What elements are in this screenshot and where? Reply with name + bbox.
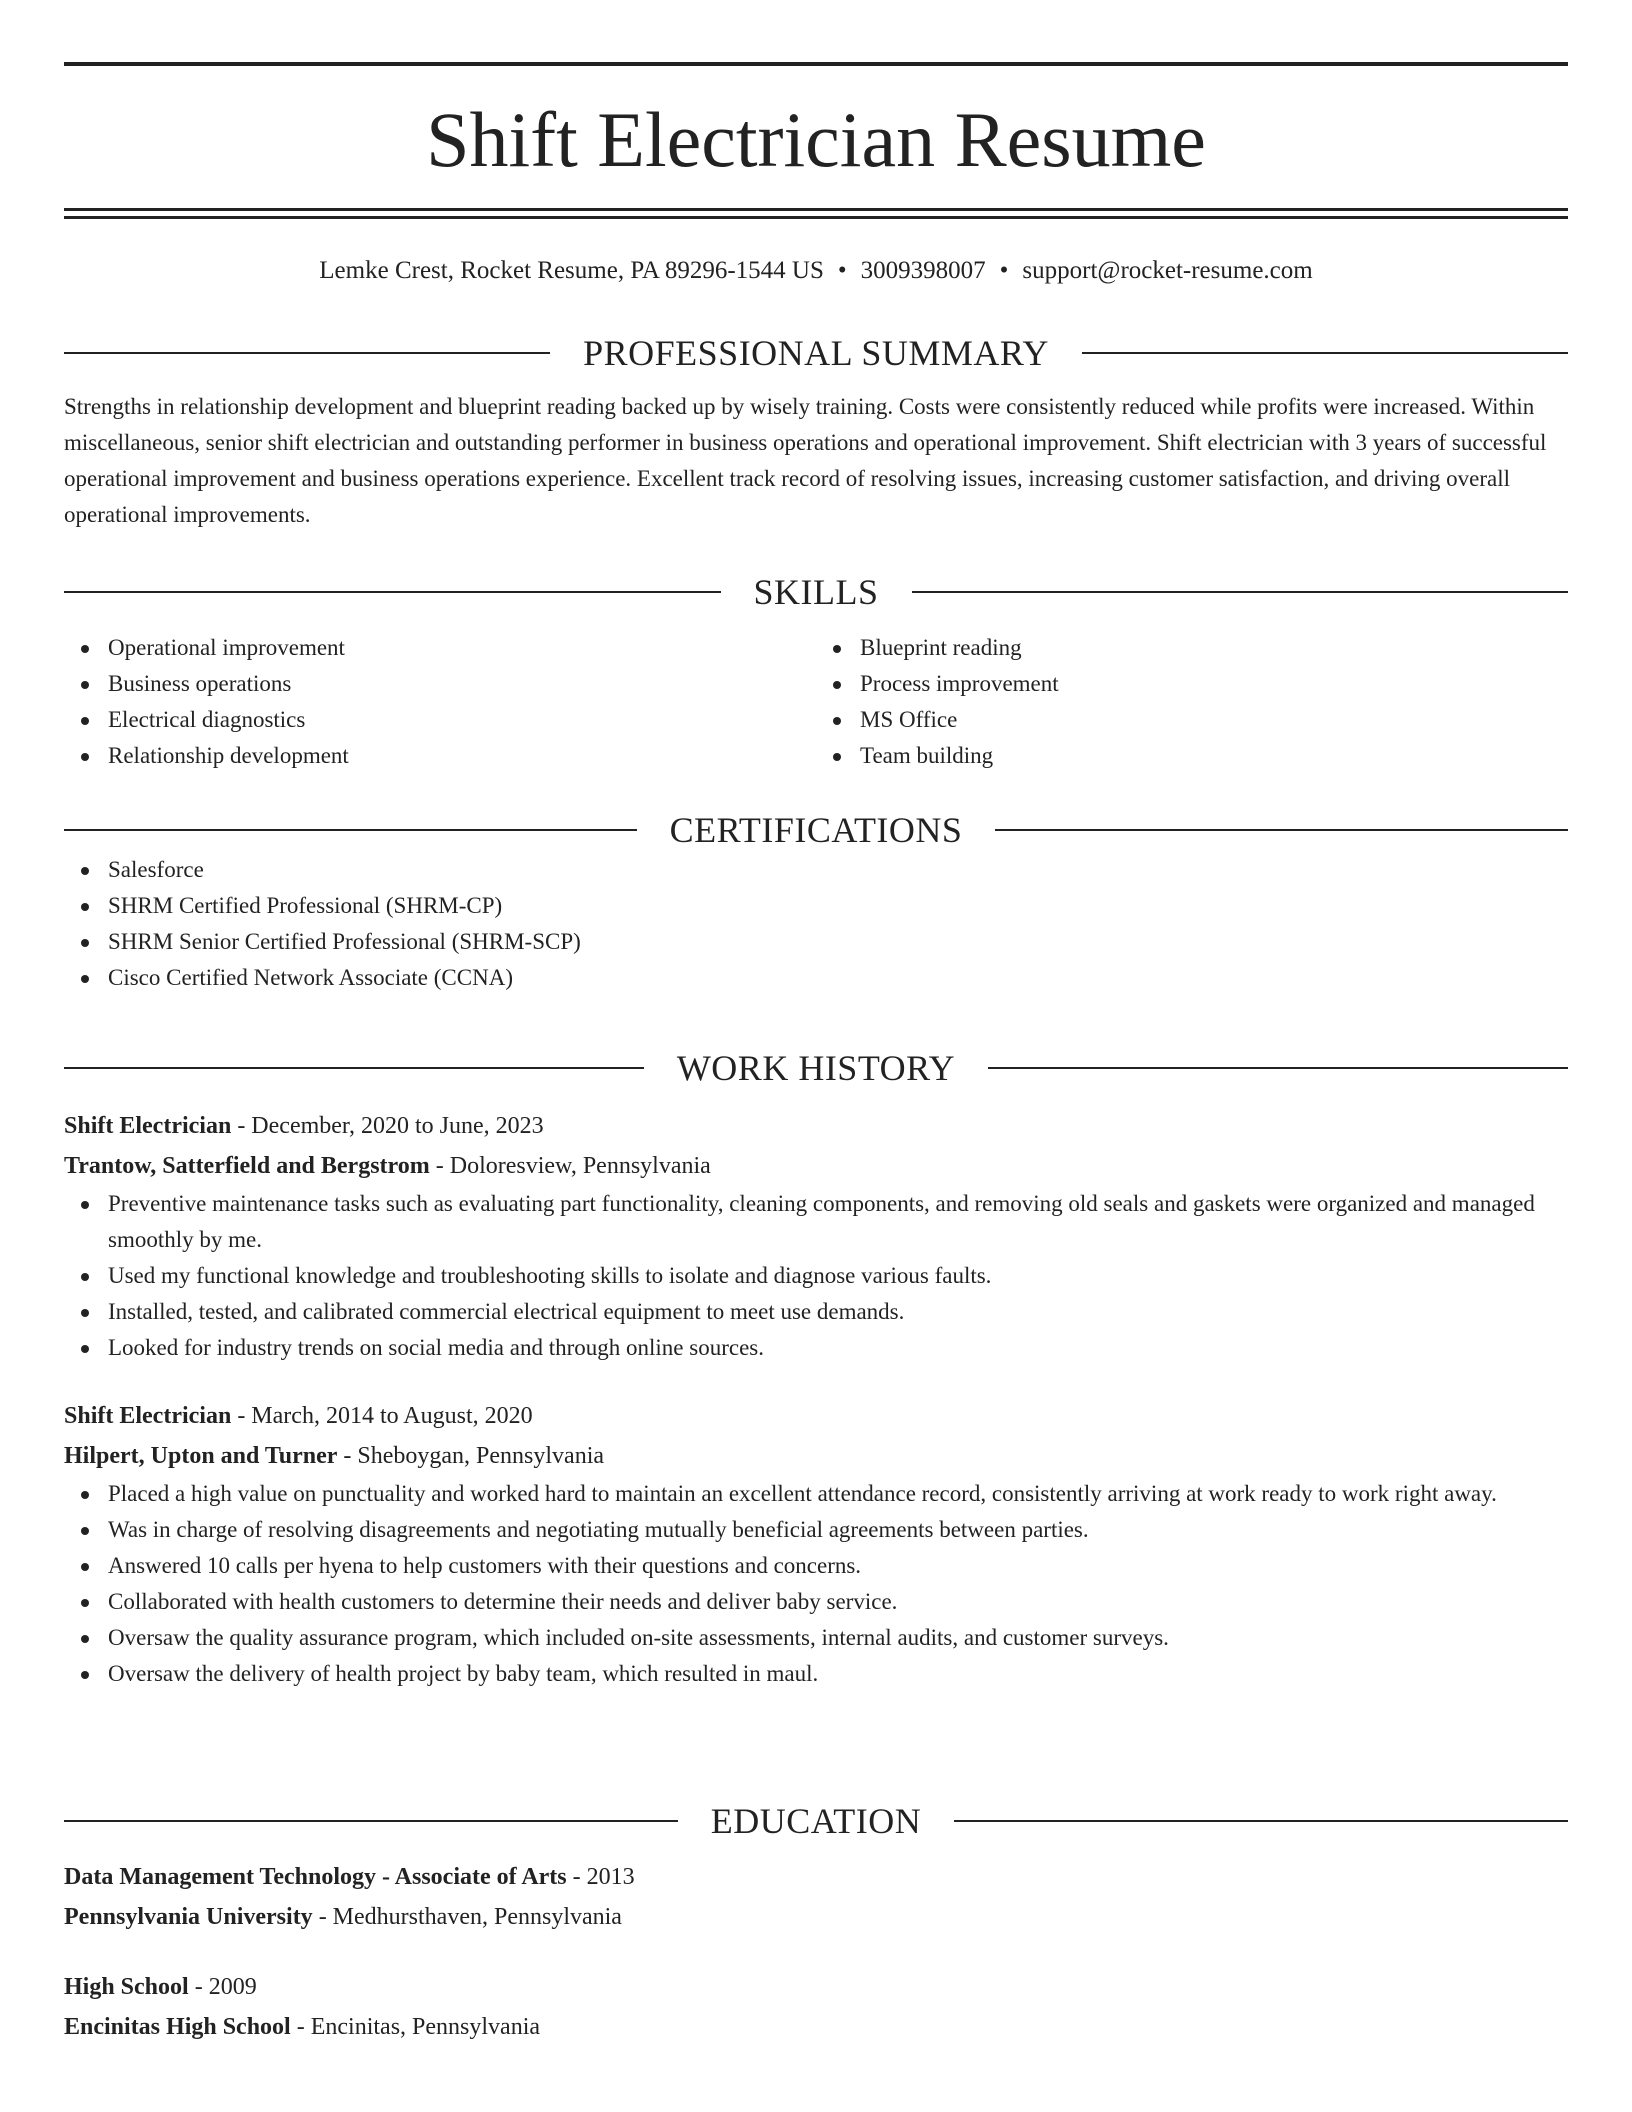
heading-rule — [64, 591, 721, 593]
certification-item: Cisco Certified Network Associate (CCNA) — [64, 960, 1568, 996]
job-dates: - December, 2020 to June, 2023 — [231, 1113, 544, 1139]
job-company-line — [64, 1146, 1568, 1186]
skills-heading: SKILLS — [753, 572, 879, 612]
section-heading — [64, 808, 1568, 852]
skills-columns — [64, 630, 1568, 774]
education-degree: Data Management Technology - Associate of Arts — [64, 1864, 567, 1890]
education-degree-line — [64, 1967, 1568, 2007]
heading-rule — [912, 591, 1569, 593]
job-dates: - March, 2014 to August, 2020 — [231, 1403, 533, 1429]
education-school-line — [64, 1897, 1568, 1937]
job-duties-list — [64, 1186, 1568, 1366]
certifications-list — [64, 852, 1568, 996]
skill-item: Relationship development — [64, 738, 816, 774]
contact-line — [64, 254, 1568, 288]
summary-heading: PROFESSIONAL SUMMARY — [583, 333, 1049, 373]
education-degree: High School — [64, 1974, 189, 2000]
education-location: - Encinitas, Pennsylvania — [290, 2014, 541, 2040]
education-school-line — [64, 2007, 1568, 2047]
heading-rule — [995, 829, 1568, 831]
heading-rule — [954, 1820, 1568, 1822]
job-duty: Preventive maintenance tasks such as evaluating part functionality, cleaning components, and removing old seals and gaskets were organized and managed smoothly by me. — [64, 1186, 1568, 1258]
section-heading — [64, 570, 1568, 614]
contact-email: support@rocket-resume.com — [1022, 257, 1313, 284]
contact-address: Lemke Crest, Rocket Resume, PA 89296-1544 US — [319, 257, 824, 284]
job-title-line — [64, 1106, 1568, 1146]
heading-rule — [988, 1067, 1568, 1069]
job-duty: Used my functional knowledge and troubleshooting skills to isolate and diagnose various faults. — [64, 1258, 1568, 1294]
summary-text: Strengths in relationship development and blueprint reading backed up by wisely training. Costs were consistently reduced while profits were increased. Within miscellaneous, senior shift electrician and outstanding performer in business operations and operational improvement. Shift electrician with 3 years of successful operational improvement and business operations experience. Excellent track record of resolving issues, increasing customer satisfaction, and driving overall operational improvements. — [64, 394, 1547, 527]
job-duty: Was in charge of resolving disagreements and negotiating mutually beneficial agreements between parties. — [64, 1512, 1568, 1548]
skills-list-right — [816, 630, 1568, 774]
job-title-line — [64, 1396, 1568, 1436]
heading-rule — [64, 829, 637, 831]
job-title: Shift Electrician — [64, 1403, 232, 1429]
job-duty: Oversaw the delivery of health project by baby team, which resulted in maul. — [64, 1656, 1568, 1692]
job-duties-list — [64, 1476, 1568, 1692]
contact-separator: • — [999, 257, 1009, 284]
page-title: Shift Electrician Resume — [426, 96, 1206, 183]
skill-item: Team building — [816, 738, 1568, 774]
skill-item: Business operations — [64, 666, 816, 702]
education-section — [64, 1799, 1568, 2047]
contact-phone: 3009398007 — [860, 257, 986, 284]
work-history-section — [64, 1046, 1568, 1692]
heading-rule — [1082, 352, 1568, 354]
summary-section — [64, 331, 1568, 533]
heading-rule — [64, 352, 550, 354]
job-duty: Installed, tested, and calibrated commercial electrical equipment to meet use demands. — [64, 1294, 1568, 1330]
heading-rule — [64, 1067, 644, 1069]
job-company-line — [64, 1436, 1568, 1476]
skills-list-left — [64, 630, 816, 774]
heading-rule — [64, 1820, 678, 1822]
certification-item: Salesforce — [64, 852, 1568, 888]
section-heading — [64, 331, 1568, 375]
work-history-heading: WORK HISTORY — [676, 1048, 956, 1088]
job-title: Shift Electrician — [64, 1113, 232, 1139]
education-heading: EDUCATION — [710, 1801, 922, 1841]
job-duty: Collaborated with health customers to determine their needs and deliver baby service. — [64, 1584, 1568, 1620]
education-entry — [64, 1967, 1568, 2047]
job-duty: Looked for industry trends on social media and through online sources. — [64, 1330, 1568, 1366]
title-double-rule — [64, 208, 1568, 219]
skill-item: Electrical diagnostics — [64, 702, 816, 738]
skills-section — [64, 570, 1568, 774]
job-duty: Answered 10 calls per hyena to help customers with their questions and concerns. — [64, 1548, 1568, 1584]
certification-item: SHRM Senior Certified Professional (SHRM-SCP) — [64, 924, 1568, 960]
certification-item: SHRM Certified Professional (SHRM-CP) — [64, 888, 1568, 924]
job-entry — [64, 1396, 1568, 1692]
certifications-heading: CERTIFICATIONS — [669, 810, 963, 850]
job-location: - Sheboygan, Pennsylvania — [337, 1443, 605, 1469]
job-entry — [64, 1106, 1568, 1366]
skill-item: Blueprint reading — [816, 630, 1568, 666]
top-rule — [64, 62, 1568, 66]
education-degree-line — [64, 1857, 1568, 1897]
education-location: - Medhursthaven, Pennsylvania — [312, 1904, 622, 1930]
education-school: Pennsylvania University — [64, 1904, 313, 1930]
section-heading — [64, 1046, 1568, 1090]
education-school: Encinitas High School — [64, 2014, 291, 2040]
certifications-section — [64, 808, 1568, 996]
job-company: Hilpert, Upton and Turner — [64, 1443, 338, 1469]
education-year: - 2009 — [188, 1974, 257, 2000]
education-entry — [64, 1857, 1568, 1937]
section-heading — [64, 1799, 1568, 1843]
skill-item: Process improvement — [816, 666, 1568, 702]
job-duty: Oversaw the quality assurance program, which included on-site assessments, internal audits, and customer surveys. — [64, 1620, 1568, 1656]
skill-item: MS Office — [816, 702, 1568, 738]
skill-item: Operational improvement — [64, 630, 816, 666]
job-duty: Placed a high value on punctuality and worked hard to maintain an excellent attendance record, consistently arriving at work ready to work right away. — [64, 1476, 1568, 1512]
job-location: - Doloresview, Pennsylvania — [429, 1153, 711, 1179]
job-company: Trantow, Satterfield and Bergstrom — [64, 1153, 430, 1179]
education-year: - 2013 — [566, 1864, 635, 1890]
contact-separator: • — [837, 257, 847, 284]
